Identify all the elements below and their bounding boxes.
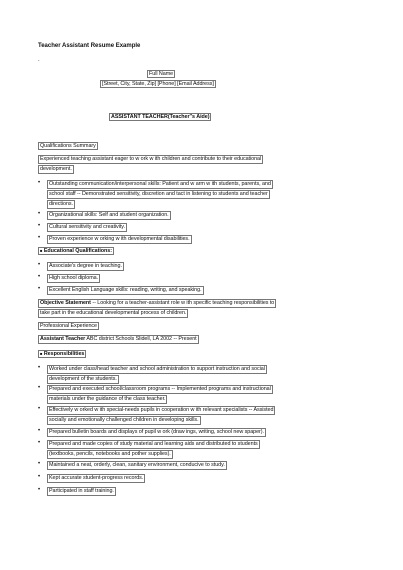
bullet-icon: •: [38, 262, 41, 268]
section-marker-icon: ■: [40, 351, 43, 356]
experience-heading: Professional Experience: [40, 323, 97, 329]
bullet-icon: •: [38, 461, 41, 467]
responsibility-line: Effectively w orked w ith special-needs pupils in cooperation w ith relevant specialists -- Assisted: [49, 407, 274, 413]
responsibility-line: (textbooks, pencils, notebooks and pother supplies).: [49, 451, 171, 457]
qualification-item-line: school staff -- Demonstrated sensitivity, discretion and tact in listening to students and teacher: [49, 191, 268, 197]
document-title: Teacher Assistant Resume Example: [38, 43, 141, 49]
education-item-text: High school diploma.: [49, 275, 99, 281]
bullet-icon: •: [38, 474, 41, 480]
objective-text-line-1: -- Looking for a teacher-assistant role w ith specific teaching responsibilities to: [90, 300, 275, 306]
qualifications-intro-line-1: Experienced teaching assistant eager to w ork w ith children and contribute to their educational: [40, 156, 262, 162]
bullet-icon: •: [38, 365, 41, 371]
job-title: Assistant Teacher: [40, 336, 86, 342]
bullet-icon: •: [38, 385, 41, 391]
bullet-icon: •: [38, 211, 41, 217]
responsibility-line: Worked under class/head teacher and school administration to support instruction and social: [49, 366, 265, 372]
address-line: [Street, City, State, Zip] [Phone] [Email Address]: [102, 81, 214, 87]
qualifications-intro-line-2: development.: [40, 166, 72, 172]
responsibility-line: Kept accurate student-progress records.: [49, 475, 144, 481]
job-details: ABC district Schools Slidell, LA 2002 -- Present: [85, 336, 197, 342]
responsibility-line: Prepared and made copies of study material and learning aids and distributed to students: [49, 441, 258, 447]
bullet-icon: •: [38, 440, 41, 446]
objective-label: Objective Statement: [40, 300, 91, 306]
bullet-icon: •: [38, 180, 41, 186]
qualifications-heading: Qualifications Summary: [40, 143, 96, 149]
bullet-icon: •: [38, 274, 41, 280]
responsibility-line: Prepared bulletin boards and displays of pupil w ork (draw ings, writing, school new spaper).: [49, 429, 264, 435]
qualification-item-line: Outstanding communication/interpersonal skills: Patient and w arm w ith students, parents, and: [49, 181, 271, 187]
bullet-icon: •: [38, 428, 41, 434]
qualification-item-line: directions.: [49, 201, 74, 207]
responsibility-line: development of the students.: [49, 376, 117, 382]
bullet-icon: •: [38, 235, 41, 241]
education-item-text: Excellent English Language skills: reading, writing, and speaking.: [49, 287, 202, 293]
section-marker-icon: ■: [40, 248, 43, 253]
bullet-icon: •: [38, 406, 41, 412]
position-title: ASSISTANT TEACHER(Teacher"s Aide): [111, 114, 210, 120]
responsibility-line: Maintained a neat, orderly, clean, sanitary environment, conducive to study.: [49, 462, 225, 468]
responsibility-line: Prepared and executed school/classroom programs -- Implemented programs and instructional: [49, 386, 271, 392]
bullet-icon: •: [38, 286, 41, 292]
responsibilities-heading: Responsibilities: [43, 351, 85, 357]
education-heading: Educational Qualifications:: [43, 248, 112, 254]
responsibility-line: Participated in staff training.: [49, 488, 114, 494]
qualification-item-line: Proven experience w orking w ith developmental disabilities.: [49, 236, 190, 242]
full-name: Full Name: [149, 71, 174, 77]
qualification-item-line: Organizational skills: Self and student organization.: [49, 212, 169, 218]
objective-text-line-2: take part in the educational developmental process of children.: [40, 310, 187, 316]
qualification-item-line: Cultural sensitivity and creativity.: [49, 224, 125, 230]
responsibility-line: materials under the guidance of the class teacher.: [49, 396, 166, 402]
bullet-icon: •: [38, 487, 41, 493]
header-dot: .: [38, 57, 40, 63]
education-item-text: Associate's degree in teaching.: [49, 263, 122, 269]
responsibility-line: socially and emotionally challenged children in developing skills.: [49, 417, 199, 423]
bullet-icon: •: [38, 223, 41, 229]
